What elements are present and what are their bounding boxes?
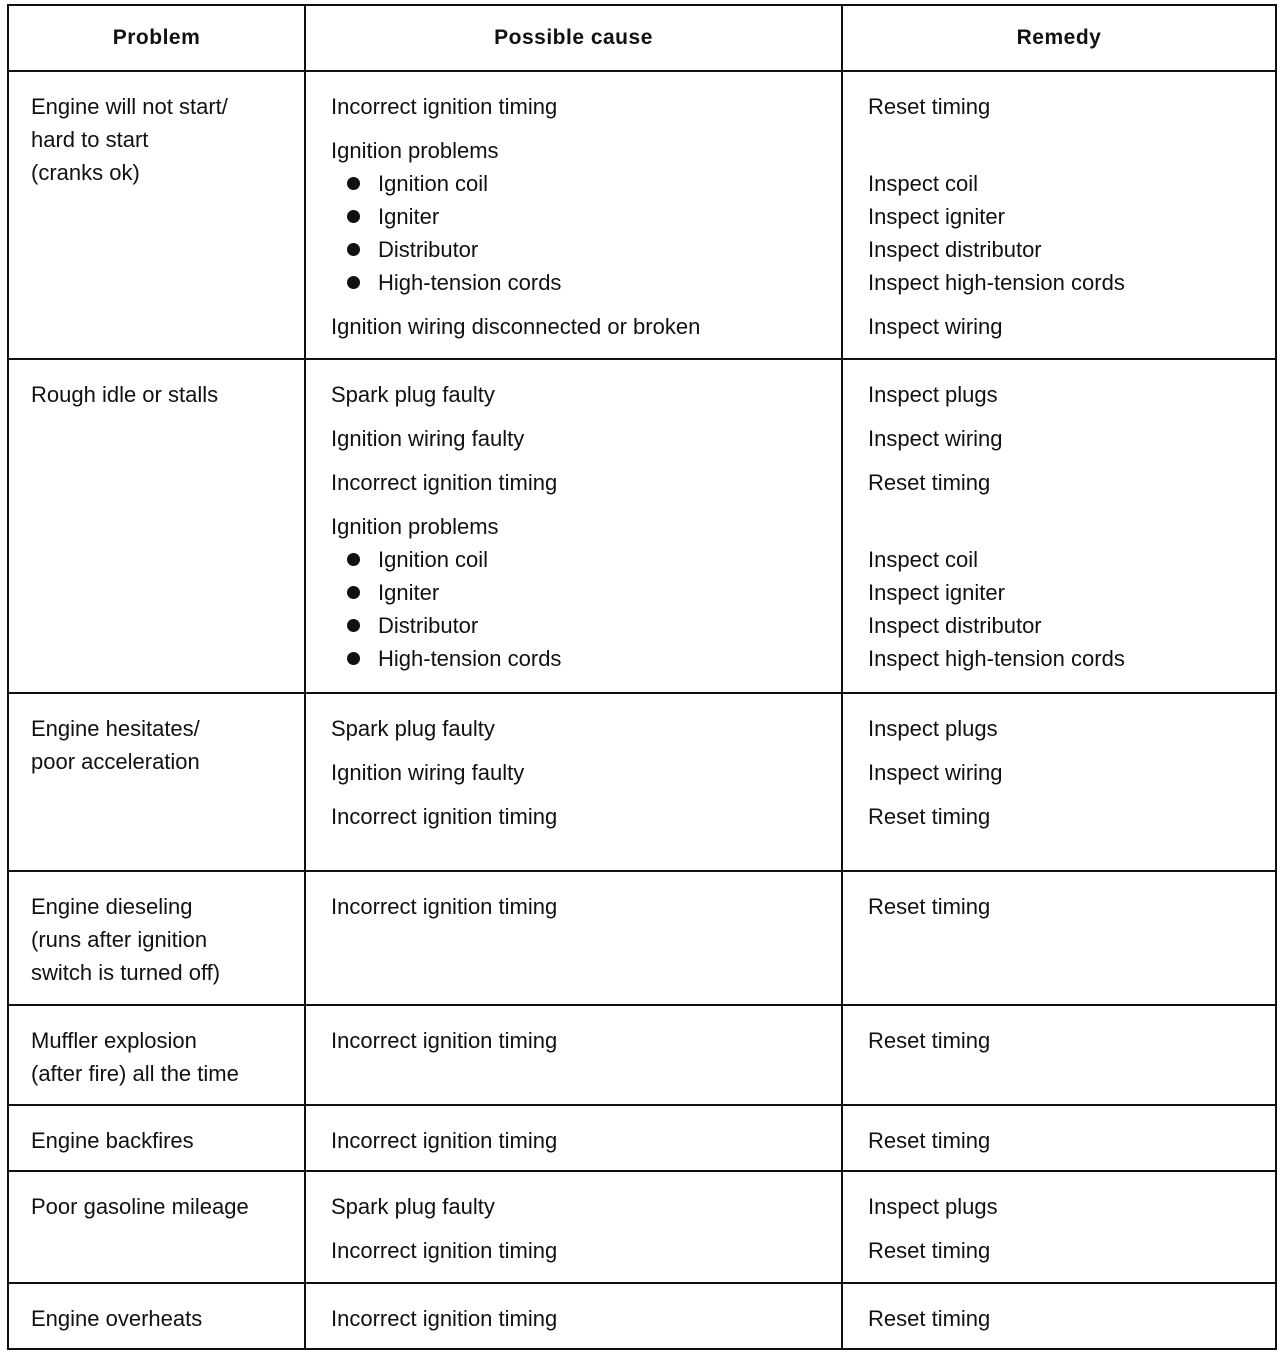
cause-subitem-label: Ignition coil xyxy=(378,171,489,196)
remedy-item: Reset timing xyxy=(868,94,991,119)
remedy-item: Reset timing xyxy=(868,894,991,919)
table-row xyxy=(8,359,1276,693)
remedy-item: Inspect plugs xyxy=(868,382,998,407)
bullet-icon xyxy=(347,652,360,665)
cause-subitem-label: High-tension cords xyxy=(378,270,562,295)
problem-cell xyxy=(8,871,305,1005)
bullet-icon xyxy=(347,586,360,599)
bullet-icon xyxy=(347,619,360,632)
header-possible-cause: Possible cause xyxy=(305,5,842,71)
cause-cell xyxy=(305,871,842,1005)
bullet-icon xyxy=(347,276,360,289)
problem-text: Engine backfires xyxy=(31,1128,194,1153)
cause-item: Ignition wiring faulty xyxy=(331,426,525,451)
remedy-item: Reset timing xyxy=(868,1238,991,1263)
table-row xyxy=(8,871,1276,1005)
remedy-item: Inspect distributor xyxy=(868,613,1042,638)
cause-cell xyxy=(305,1005,842,1105)
cause-item: Incorrect ignition timing xyxy=(331,94,558,119)
cause-subitem-label: Igniter xyxy=(378,204,440,229)
header-remedy: Remedy xyxy=(842,5,1276,71)
remedy-item: Reset timing xyxy=(868,804,991,829)
remedy-item: Reset timing xyxy=(868,1306,991,1331)
cause-cell xyxy=(305,1105,842,1171)
cause-item: Spark plug faulty xyxy=(331,716,495,741)
cause-item: Spark plug faulty xyxy=(331,1194,495,1219)
header-row xyxy=(8,5,1276,71)
remedy-item: Reset timing xyxy=(868,470,991,495)
cause-cell xyxy=(305,71,842,359)
problem-text: Muffler explosion (after fire) all the time xyxy=(31,1028,239,1086)
remedy-item: Inspect plugs xyxy=(868,1194,998,1219)
bullet-icon xyxy=(347,243,360,256)
table-row xyxy=(8,1283,1276,1349)
cause-subitem xyxy=(331,167,841,200)
cause-item: Incorrect ignition timing xyxy=(331,1028,558,1053)
table-row xyxy=(8,1105,1276,1171)
remedy-cell xyxy=(842,1171,1276,1283)
cause-item: Incorrect ignition timing xyxy=(331,804,558,829)
remedy-cell xyxy=(842,1105,1276,1171)
cause-item: Ignition problems xyxy=(331,138,499,163)
cause-subitem xyxy=(331,200,841,233)
cause-cell xyxy=(305,1171,842,1283)
remedy-item: Inspect wiring xyxy=(868,426,1003,451)
header-problem: Problem xyxy=(8,5,305,71)
cause-subitem xyxy=(331,576,841,609)
remedy-item: Inspect distributor xyxy=(868,237,1042,262)
cause-subitem xyxy=(331,233,841,266)
cause-item: Spark plug faulty xyxy=(331,382,495,407)
remedy-cell xyxy=(842,1005,1276,1105)
remedy-cell xyxy=(842,71,1276,359)
problem-cell xyxy=(8,693,305,871)
remedy-item: Inspect wiring xyxy=(868,760,1003,785)
table-row xyxy=(8,693,1276,871)
troubleshooting-table xyxy=(7,4,1277,1350)
remedy-item: Inspect high-tension cords xyxy=(868,270,1125,295)
problem-text: Engine overheats xyxy=(31,1306,203,1331)
problem-cell xyxy=(8,71,305,359)
cause-subitem-label: Distributor xyxy=(378,613,479,638)
remedy-item: Inspect wiring xyxy=(868,314,1003,339)
problem-text: Poor gasoline mileage xyxy=(31,1194,249,1219)
problem-cell xyxy=(8,1171,305,1283)
problem-text: Engine will not start/ hard to start (cranks ok) xyxy=(31,94,228,185)
cause-cell xyxy=(305,693,842,871)
remedy-item: Inspect high-tension cords xyxy=(868,646,1125,671)
cause-subitem xyxy=(331,609,841,642)
cause-subitem xyxy=(331,266,841,299)
cause-subitem xyxy=(331,642,841,675)
bullet-icon xyxy=(347,553,360,566)
table-row xyxy=(8,1171,1276,1283)
problem-text: Engine dieseling (runs after ignition switch is turned off) xyxy=(31,894,221,985)
problem-text: Rough idle or stalls xyxy=(31,382,219,407)
cause-subitem-label: Ignition coil xyxy=(378,547,489,572)
problem-cell xyxy=(8,1283,305,1349)
cause-subitem-label: Distributor xyxy=(378,237,479,262)
cause-item: Incorrect ignition timing xyxy=(331,1128,558,1153)
problem-cell xyxy=(8,1005,305,1105)
cause-subitem-label: High-tension cords xyxy=(378,646,562,671)
cause-cell xyxy=(305,359,842,693)
remedy-item: Inspect coil xyxy=(868,547,979,572)
cause-item: Ignition wiring disconnected or broken xyxy=(331,314,701,339)
cause-item: Ignition wiring faulty xyxy=(331,760,525,785)
cause-subitem-label: Igniter xyxy=(378,580,440,605)
cause-item: Ignition problems xyxy=(331,514,499,539)
cause-item: Incorrect ignition timing xyxy=(331,470,558,495)
remedy-cell xyxy=(842,871,1276,1005)
remedy-item: Reset timing xyxy=(868,1128,991,1153)
remedy-cell xyxy=(842,359,1276,693)
table-row xyxy=(8,71,1276,359)
cause-item: Incorrect ignition timing xyxy=(331,1306,558,1331)
cause-subitem xyxy=(331,543,841,576)
remedy-item: Inspect coil xyxy=(868,171,979,196)
problem-cell xyxy=(8,359,305,693)
cause-item: Incorrect ignition timing xyxy=(331,1238,558,1263)
cause-item: Incorrect ignition timing xyxy=(331,894,558,919)
remedy-item: Reset timing xyxy=(868,1028,991,1053)
problem-text: Engine hesitates/ poor acceleration xyxy=(31,716,200,774)
remedy-item: Inspect plugs xyxy=(868,716,998,741)
bullet-icon xyxy=(347,210,360,223)
problem-cell xyxy=(8,1105,305,1171)
cause-cell xyxy=(305,1283,842,1349)
remedy-item: Inspect igniter xyxy=(868,204,1005,229)
remedy-cell xyxy=(842,1283,1276,1349)
remedy-cell xyxy=(842,693,1276,871)
table-row xyxy=(8,1005,1276,1105)
remedy-item: Inspect igniter xyxy=(868,580,1005,605)
bullet-icon xyxy=(347,177,360,190)
